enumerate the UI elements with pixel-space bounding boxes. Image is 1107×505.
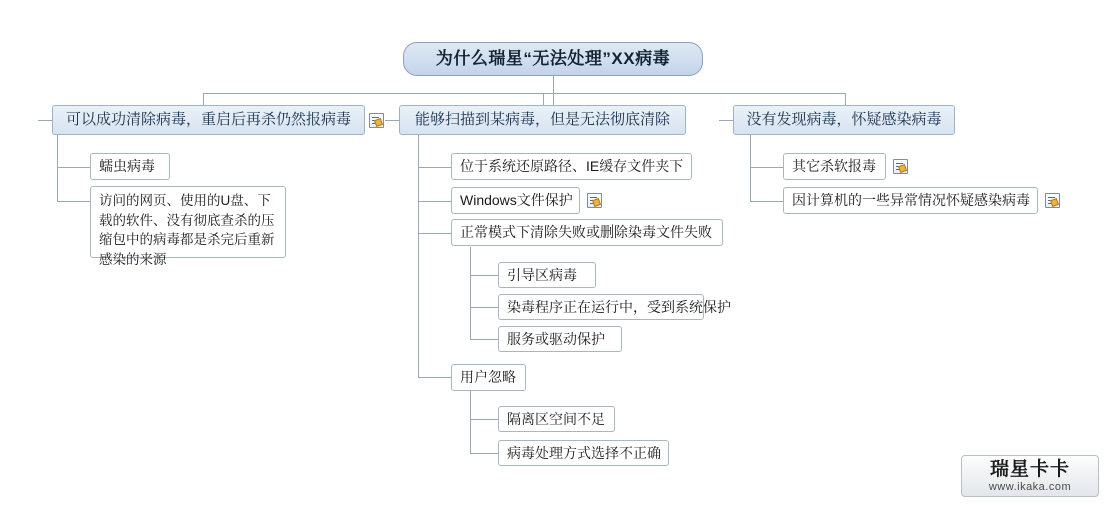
watermark <box>961 455 1099 497</box>
grandchild-node-2-4-2[interactable]: 病毒处理方式选择不正确 <box>498 440 669 466</box>
connector-root-spine <box>203 93 845 94</box>
child-node-3-2[interactable]: 因计算机的一些异常情况怀疑感染病毒 <box>783 187 1038 214</box>
connector-b2c4-g2 <box>470 453 498 454</box>
note-icon[interactable] <box>1045 193 1060 208</box>
note-icon[interactable] <box>369 113 384 128</box>
branch-node-2[interactable]: 能够扫描到某病毒，但是无法彻底清除 <box>399 105 686 135</box>
root-node[interactable]: 为什么瑞星“无法处理”XX病毒 <box>403 42 703 76</box>
child-node-2-2[interactable]: Windows文件保护 <box>451 187 580 214</box>
connector-b2c4-g1 <box>470 419 498 420</box>
connector-b2c4-trunk <box>470 391 471 453</box>
branch-node-1[interactable]: 可以成功清除病毒，重启后再杀仍然报病毒 <box>52 105 365 135</box>
connector-b2c3-g3 <box>470 339 498 340</box>
connector-b2c3-g2 <box>470 307 498 308</box>
connector-branch3-tick <box>719 120 733 121</box>
connector-branch1-tick <box>38 120 52 121</box>
child-node-2-1[interactable]: 位于系统还原路径、IE缓存文件夹下 <box>451 153 692 180</box>
connector-b2-c1 <box>418 167 451 168</box>
grandchild-node-2-4-1[interactable]: 隔离区空间不足 <box>498 406 615 432</box>
grandchild-node-2-3-2[interactable]: 染毒程序正在运行中，受到系统保护 <box>498 294 704 320</box>
watermark-title: 瑞星卡卡 <box>989 458 1070 480</box>
connector-b2-c2 <box>418 201 451 202</box>
watermark-subtitle: www.ikaka.com <box>988 480 1072 493</box>
connector-b3-c1 <box>750 167 783 168</box>
connector-b1-c2 <box>57 201 90 202</box>
connector-b2-c4 <box>418 377 451 378</box>
child-node-1-2[interactable]: 访问的网页、使用的U盘、下载的软件、没有彻底查杀的压缩包中的病毒都是杀完后重新感染的来源 <box>90 186 286 258</box>
child-node-2-4[interactable]: 用户忽略 <box>451 364 526 391</box>
child-node-2-3[interactable]: 正常模式下清除失败或删除染毒文件失败 <box>451 219 723 246</box>
connector-b2c3-trunk <box>470 247 471 339</box>
branch-node-3[interactable]: 没有发现病毒，怀疑感染病毒 <box>733 105 955 135</box>
note-icon[interactable] <box>587 193 602 208</box>
connector-b2c3-g1 <box>470 275 498 276</box>
grandchild-node-2-3-1[interactable]: 引导区病毒 <box>498 262 596 288</box>
child-node-3-1[interactable]: 其它杀软报毒 <box>783 153 886 180</box>
note-icon[interactable] <box>893 159 908 174</box>
connector-root-stem <box>553 76 554 105</box>
connector-b1-c1 <box>57 167 90 168</box>
connector-branch2-tick <box>385 120 399 121</box>
child-node-1-1[interactable]: 蠕虫病毒 <box>90 153 170 180</box>
connector-b2-trunk <box>418 134 419 378</box>
connector-b2-c3 <box>418 233 451 234</box>
connector-b3-c2 <box>750 201 783 202</box>
grandchild-node-2-3-3[interactable]: 服务或驱动保护 <box>498 326 622 352</box>
